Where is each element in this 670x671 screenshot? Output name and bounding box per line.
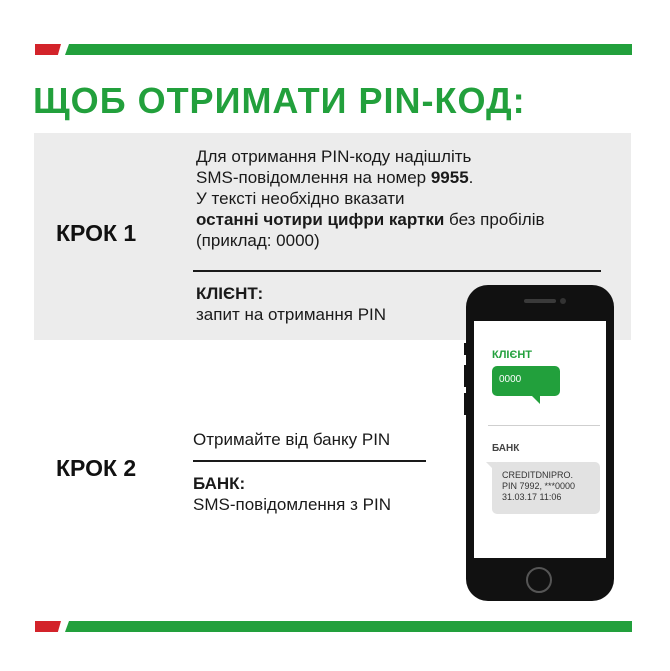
step2-role-title: БАНК: <box>193 474 246 493</box>
phone-volume-up <box>464 365 467 387</box>
sms-client-bubble <box>492 366 560 396</box>
step1-instructions <box>196 146 616 251</box>
step1-line3: У тексті необхідно вказати <box>196 189 405 208</box>
stripe-red-segment <box>35 621 61 632</box>
step1-divider <box>193 270 601 272</box>
sms-bank-line3: 31.03.17 11:06 <box>502 492 562 502</box>
step2-divider <box>193 460 426 462</box>
step1-line2 <box>196 167 616 188</box>
sms-client-message: 0000 <box>499 374 522 385</box>
phone-illustration <box>466 285 614 601</box>
step2-label: КРОК 2 <box>56 455 137 481</box>
step1-role-title: КЛІЄНТ: <box>196 284 264 303</box>
sms-separator <box>488 425 600 426</box>
sms-client-label: КЛІЄНТ <box>492 349 532 361</box>
stripe-green-segment <box>65 44 632 55</box>
step1-line2-text: SMS-повідомлення на номер <box>196 168 431 187</box>
phone-screen <box>474 321 606 558</box>
step1-line1: Для отримання PIN-коду надішліть <box>196 147 472 166</box>
phone-speaker <box>524 299 556 303</box>
sms-bank-label: БАНК <box>492 443 520 454</box>
stripe-green-segment <box>65 621 632 632</box>
step1-role-desc: запит на отримання PIN <box>196 305 387 324</box>
phone-home-button <box>526 567 552 593</box>
step1-line5: (приклад: 0000) <box>196 231 320 250</box>
sms-bank-line2: PIN 7992, ***0000 <box>502 481 576 491</box>
top-stripe <box>35 44 632 55</box>
step1-line2-end: . <box>468 168 474 187</box>
step2-role <box>193 473 391 515</box>
step1-line4-bold: останні чотири цифри картки <box>196 210 445 229</box>
stripe-red-segment <box>35 44 61 55</box>
sms-bank-bubble-tail <box>486 462 496 472</box>
step1-label: КРОК 1 <box>56 220 137 246</box>
page-title: ЩОБ ОТРИМАТИ PIN-КОД: <box>33 80 526 121</box>
step2-role-desc: SMS-повідомлення з PIN <box>193 495 391 514</box>
sms-bank-bubble <box>492 462 600 514</box>
phone-camera <box>560 298 566 304</box>
step2-instruction: Отримайте від банку PIN <box>193 430 391 449</box>
step1-line4-rest: без пробілів <box>444 210 545 229</box>
sms-client-bubble-tail <box>530 394 540 404</box>
sms-number: 9955 <box>430 168 469 187</box>
step1-line4 <box>196 209 616 230</box>
sms-bank-line1: CREDITDNIPRO. <box>502 470 574 480</box>
phone-side-button <box>464 343 467 355</box>
bottom-stripe <box>35 621 632 632</box>
step1-role <box>196 283 386 325</box>
phone-volume-down <box>464 393 467 415</box>
